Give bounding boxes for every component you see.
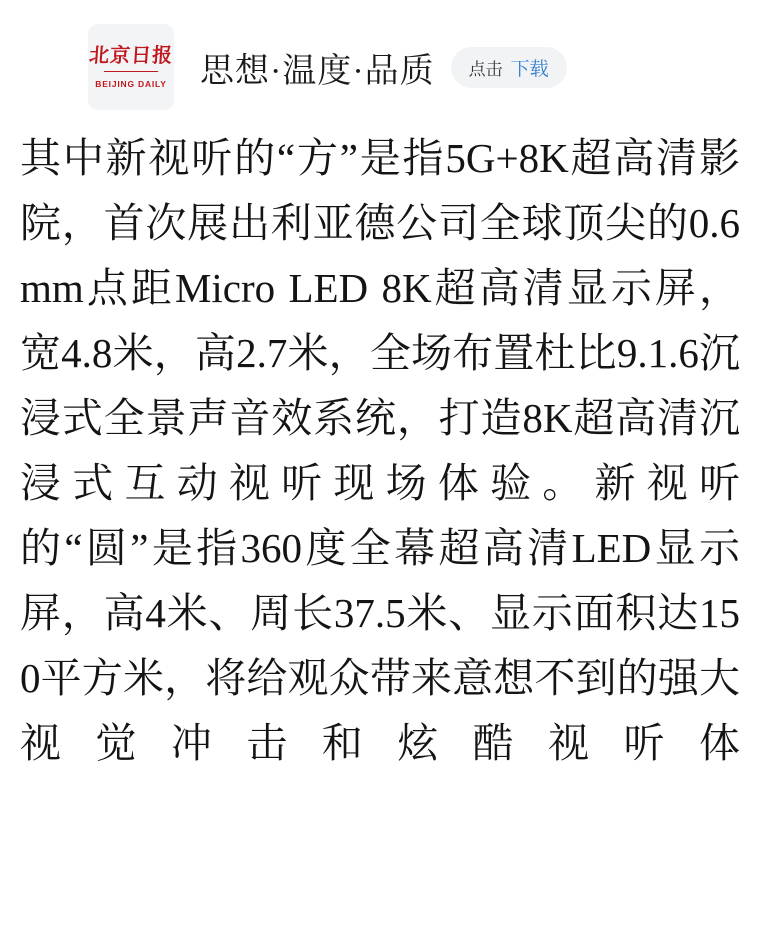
article-paragraph: 其中新视听的“方”是指5G+8K超高清影院，首次展出利亚德公司全球顶尖的0.6mm点距Micro LED 8K超高清显示屏，宽4.8米，高2.7米，全场布置杜比9.1.6沉浸式全景声音效系统，打造8K超高清沉浸式互动视听现场体验。新视听的“圆”是指360度全幕超高清LED显示屏，高4米、周长37.5米、显示面积达150平方米，将给观众带来意想不到的强大视觉冲击和炫酷视听体 <box>20 135 740 766</box>
site-slogan: 思想·温度·品质 <box>200 52 435 90</box>
download-link-label[interactable]: 下载 <box>510 58 549 80</box>
beijing-daily-logo[interactable] <box>88 24 174 110</box>
logo-divider <box>104 71 158 73</box>
download-click-label: 点击 <box>468 59 503 79</box>
logo-chinese-name: 北京日报 <box>88 44 174 67</box>
article-body <box>0 126 758 776</box>
download-app-button[interactable] <box>451 47 567 88</box>
logo-english-name: BEIJING DAILY <box>95 79 167 90</box>
site-header <box>0 0 758 126</box>
